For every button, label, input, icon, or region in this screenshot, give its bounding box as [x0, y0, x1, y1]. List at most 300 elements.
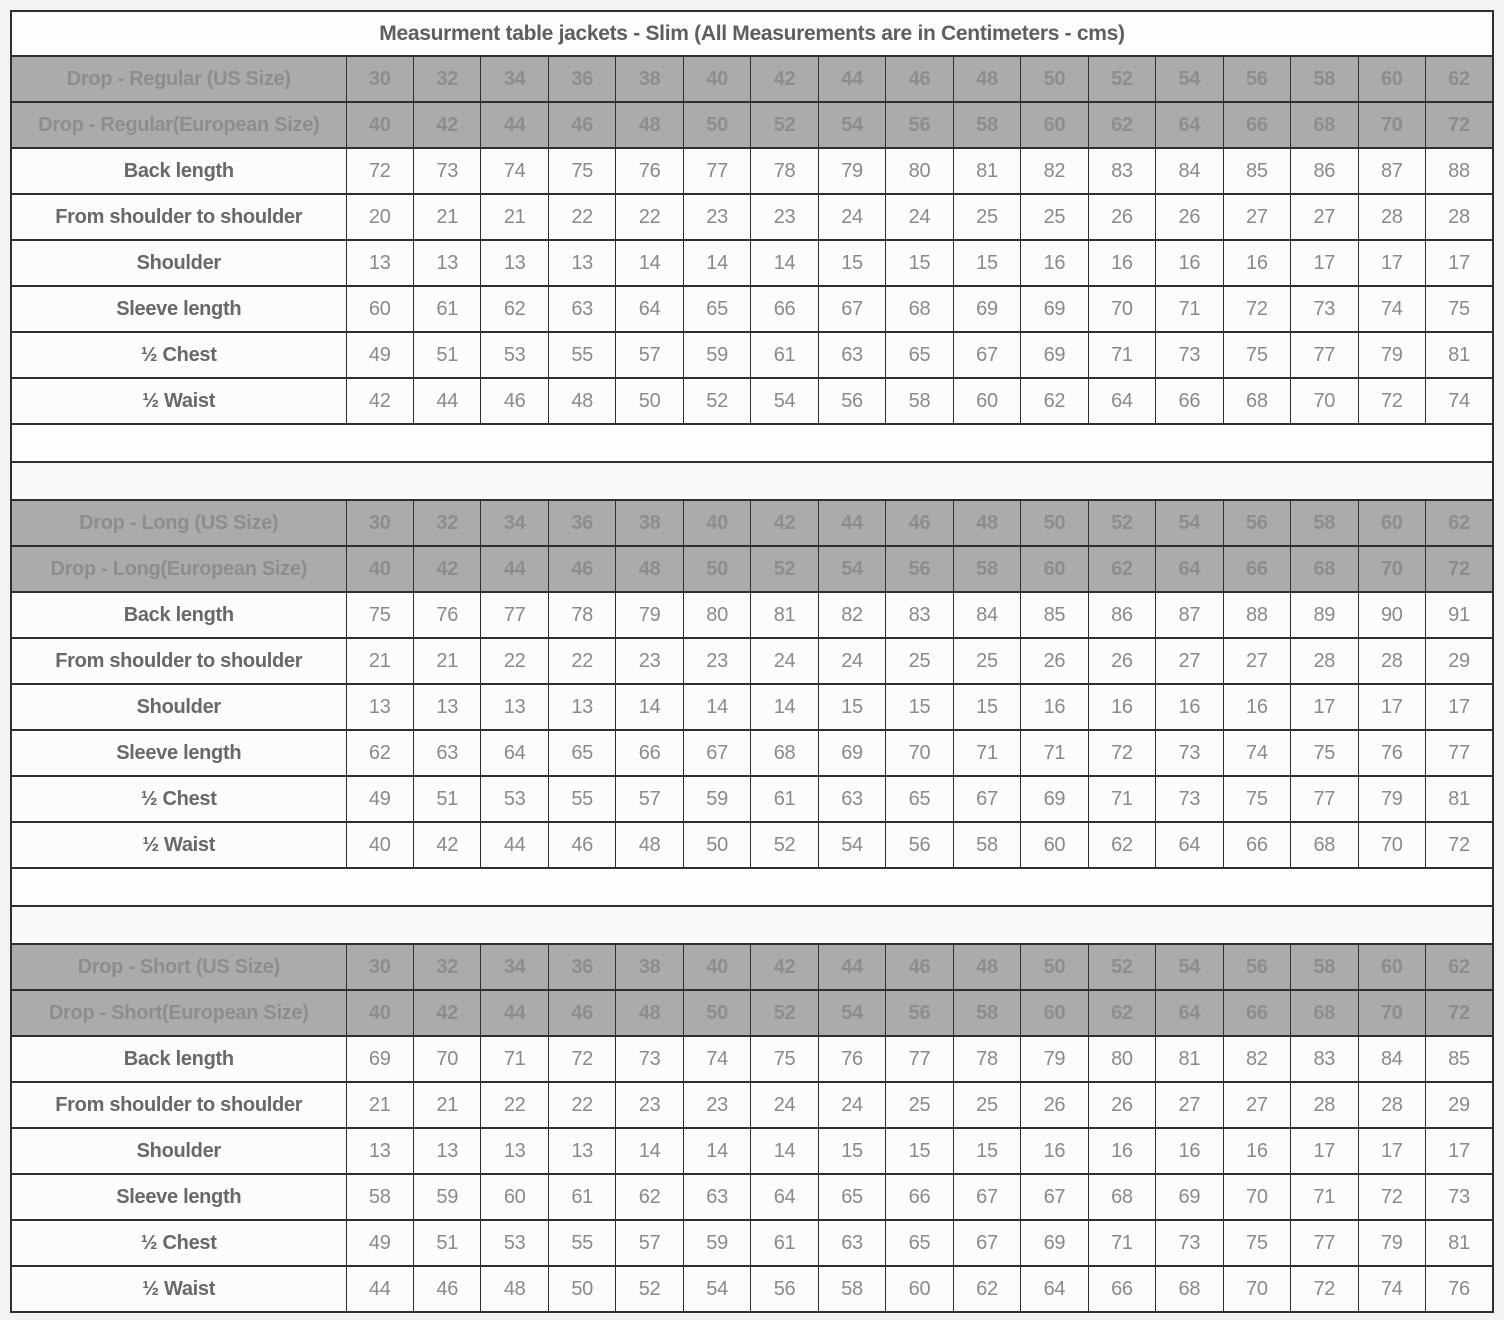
- measurement-value-cell: 61: [548, 1174, 615, 1220]
- measurement-value-cell: 63: [818, 776, 885, 822]
- measurement-value-cell: 73: [1156, 730, 1223, 776]
- size-cell: 52: [1088, 56, 1155, 102]
- measurement-value-cell: 78: [953, 1036, 1020, 1082]
- measurement-value-cell: 74: [1426, 378, 1494, 424]
- measurement-value-cell: 22: [616, 194, 683, 240]
- size-cell: 36: [548, 56, 615, 102]
- measurement-value-cell: 66: [1088, 1266, 1155, 1312]
- measurement-value-cell: 52: [616, 1266, 683, 1312]
- size-cell: 56: [1223, 500, 1290, 546]
- measurement-value-cell: 72: [1358, 1174, 1425, 1220]
- measurement-value-cell: 59: [683, 1220, 750, 1266]
- measurement-value-cell: 83: [886, 592, 953, 638]
- measurement-value-cell: 76: [413, 592, 480, 638]
- size-cell: 66: [1223, 102, 1290, 148]
- measurement-value-cell: 26: [1088, 638, 1155, 684]
- measurement-row: [11, 332, 1493, 378]
- size-cell: 54: [818, 990, 885, 1036]
- measurement-value-cell: 75: [1223, 776, 1290, 822]
- measurement-value-cell: 69: [1021, 1220, 1088, 1266]
- measurement-value-cell: 71: [1021, 730, 1088, 776]
- drop-short-european-size-row: [11, 990, 1493, 1036]
- measurement-value-cell: 28: [1291, 1082, 1358, 1128]
- measurement-value-cell: 75: [548, 148, 615, 194]
- size-cell: 52: [1088, 944, 1155, 990]
- measurement-value-cell: 74: [683, 1036, 750, 1082]
- measurement-value-cell: 82: [1021, 148, 1088, 194]
- size-cell: 66: [1223, 990, 1290, 1036]
- measurement-value-cell: 23: [751, 194, 818, 240]
- measurement-value-cell: 28: [1291, 638, 1358, 684]
- measurement-value-cell: 26: [1088, 1082, 1155, 1128]
- measurement-value-cell: 25: [953, 1082, 1020, 1128]
- measurement-value-cell: 56: [818, 378, 885, 424]
- measurement-value-cell: 50: [683, 822, 750, 868]
- measurement-value-cell: 68: [1291, 822, 1358, 868]
- measurement-row-label: ½ Waist: [11, 822, 346, 868]
- size-cell: 38: [616, 944, 683, 990]
- measurement-value-cell: 67: [953, 1220, 1020, 1266]
- measurement-value-cell: 67: [818, 286, 885, 332]
- measurement-value-cell: 16: [1223, 1128, 1290, 1174]
- measurement-value-cell: 55: [548, 1220, 615, 1266]
- size-cell: 56: [1223, 944, 1290, 990]
- size-cell: 50: [1021, 500, 1088, 546]
- measurement-value-cell: 62: [616, 1174, 683, 1220]
- measurement-value-cell: 14: [683, 240, 750, 286]
- measurement-value-cell: 79: [1021, 1036, 1088, 1082]
- measurement-value-cell: 13: [481, 684, 548, 730]
- measurement-value-cell: 70: [1223, 1266, 1290, 1312]
- size-cell: 62: [1426, 56, 1494, 102]
- measurement-value-cell: 16: [1223, 240, 1290, 286]
- measurement-value-cell: 54: [818, 822, 885, 868]
- size-cell: 58: [953, 546, 1020, 592]
- measurement-value-cell: 69: [346, 1036, 413, 1082]
- measurement-value-cell: 72: [1088, 730, 1155, 776]
- size-cell: 54: [1156, 56, 1223, 102]
- measurement-value-cell: 81: [1426, 776, 1494, 822]
- measurement-value-cell: 66: [1223, 822, 1290, 868]
- size-cell: 34: [481, 56, 548, 102]
- measurement-value-cell: 21: [413, 194, 480, 240]
- size-cell: 64: [1156, 546, 1223, 592]
- measurement-value-cell: 21: [481, 194, 548, 240]
- measurement-value-cell: 86: [1088, 592, 1155, 638]
- size-cell: 30: [346, 944, 413, 990]
- size-cell: 60: [1358, 944, 1425, 990]
- measurement-value-cell: 84: [1358, 1036, 1425, 1082]
- measurement-value-cell: 14: [616, 1128, 683, 1174]
- measurement-value-cell: 16: [1156, 240, 1223, 286]
- measurement-value-cell: 48: [616, 822, 683, 868]
- measurement-value-cell: 60: [481, 1174, 548, 1220]
- measurement-value-cell: 13: [548, 684, 615, 730]
- measurement-value-cell: 76: [1358, 730, 1425, 776]
- measurement-value-cell: 88: [1223, 592, 1290, 638]
- measurement-value-cell: 22: [481, 1082, 548, 1128]
- size-cell: 38: [616, 500, 683, 546]
- measurement-value-cell: 69: [953, 286, 1020, 332]
- measurement-value-cell: 51: [413, 776, 480, 822]
- size-cell: 60: [1021, 546, 1088, 592]
- size-cell: 38: [616, 56, 683, 102]
- size-cell: 56: [886, 102, 953, 148]
- size-cell: 60: [1358, 500, 1425, 546]
- measurement-value-cell: 75: [751, 1036, 818, 1082]
- measurement-value-cell: 81: [1156, 1036, 1223, 1082]
- measurement-value-cell: 70: [886, 730, 953, 776]
- measurement-value-cell: 13: [481, 1128, 548, 1174]
- size-cell: 44: [818, 56, 885, 102]
- size-cell: 58: [1291, 944, 1358, 990]
- measurement-value-cell: 17: [1426, 684, 1494, 730]
- measurement-value-cell: 77: [481, 592, 548, 638]
- size-cell: 46: [548, 990, 615, 1036]
- size-cell: 54: [1156, 500, 1223, 546]
- measurement-row-label: Sleeve length: [11, 286, 346, 332]
- size-cell: 34: [481, 944, 548, 990]
- measurement-value-cell: 60: [886, 1266, 953, 1312]
- measurement-value-cell: 16: [1088, 1128, 1155, 1174]
- measurement-row-label: Sleeve length: [11, 730, 346, 776]
- measurement-value-cell: 68: [1223, 378, 1290, 424]
- measurement-value-cell: 17: [1426, 1128, 1494, 1174]
- size-row-label: Drop - Regular (US Size): [11, 56, 346, 102]
- drop-long-european-size-row: [11, 546, 1493, 592]
- measurement-value-cell: 44: [481, 822, 548, 868]
- measurement-value-cell: 49: [346, 776, 413, 822]
- size-cell: 40: [683, 56, 750, 102]
- measurement-value-cell: 64: [1088, 378, 1155, 424]
- measurement-value-cell: 91: [1426, 592, 1494, 638]
- measurement-row-label: Shoulder: [11, 1128, 346, 1174]
- measurement-row: [11, 684, 1493, 730]
- measurement-value-cell: 15: [818, 1128, 885, 1174]
- measurement-value-cell: 55: [548, 776, 615, 822]
- size-cell: 42: [413, 990, 480, 1036]
- measurement-value-cell: 26: [1156, 194, 1223, 240]
- size-cell: 42: [413, 546, 480, 592]
- size-cell: 32: [413, 56, 480, 102]
- measurement-value-cell: 75: [1426, 286, 1494, 332]
- measurement-value-cell: 71: [1291, 1174, 1358, 1220]
- measurement-row: [11, 638, 1493, 684]
- measurement-value-cell: 24: [886, 194, 953, 240]
- measurement-value-cell: 79: [1358, 776, 1425, 822]
- measurement-row: [11, 378, 1493, 424]
- measurement-value-cell: 61: [413, 286, 480, 332]
- size-cell: 62: [1088, 990, 1155, 1036]
- measurement-value-cell: 46: [548, 822, 615, 868]
- measurement-row: [11, 1174, 1493, 1220]
- measurement-value-cell: 70: [413, 1036, 480, 1082]
- size-cell: 64: [1156, 102, 1223, 148]
- measurement-value-cell: 26: [1088, 194, 1155, 240]
- measurement-value-cell: 66: [1156, 378, 1223, 424]
- size-cell: 30: [346, 500, 413, 546]
- measurement-value-cell: 16: [1021, 1128, 1088, 1174]
- size-cell: 60: [1021, 990, 1088, 1036]
- drop-regular-european-size-row: [11, 102, 1493, 148]
- measurement-value-cell: 21: [346, 1082, 413, 1128]
- size-cell: 44: [481, 546, 548, 592]
- measurement-value-cell: 73: [1156, 1220, 1223, 1266]
- measurement-row-label: ½ Chest: [11, 332, 346, 378]
- measurement-value-cell: 44: [413, 378, 480, 424]
- measurement-value-cell: 71: [481, 1036, 548, 1082]
- measurement-value-cell: 20: [346, 194, 413, 240]
- measurement-value-cell: 60: [346, 286, 413, 332]
- measurement-value-cell: 73: [1291, 286, 1358, 332]
- measurement-row: [11, 1036, 1493, 1082]
- measurement-value-cell: 75: [346, 592, 413, 638]
- size-cell: 70: [1358, 546, 1425, 592]
- measurement-value-cell: 57: [616, 1220, 683, 1266]
- measurement-value-cell: 83: [1291, 1036, 1358, 1082]
- measurement-value-cell: 65: [886, 776, 953, 822]
- size-cell: 40: [346, 990, 413, 1036]
- measurement-value-cell: 55: [548, 332, 615, 378]
- size-cell: 62: [1426, 500, 1494, 546]
- measurement-value-cell: 16: [1223, 684, 1290, 730]
- measurement-value-cell: 24: [751, 638, 818, 684]
- measurement-value-cell: 71: [1156, 286, 1223, 332]
- measurement-value-cell: 68: [1156, 1266, 1223, 1312]
- size-cell: 72: [1426, 102, 1494, 148]
- measurement-value-cell: 40: [346, 822, 413, 868]
- drop-long-us-size-row: [11, 500, 1493, 546]
- measurement-value-cell: 13: [346, 1128, 413, 1174]
- size-cell: 42: [413, 102, 480, 148]
- measurement-value-cell: 58: [953, 822, 1020, 868]
- measurement-value-cell: 61: [751, 776, 818, 822]
- measurement-value-cell: 89: [1291, 592, 1358, 638]
- measurement-row: [11, 1266, 1493, 1312]
- measurement-row-label: From shoulder to shoulder: [11, 638, 346, 684]
- size-cell: 56: [886, 990, 953, 1036]
- measurement-value-cell: 66: [886, 1174, 953, 1220]
- measurement-value-cell: 17: [1358, 684, 1425, 730]
- measurement-value-cell: 71: [953, 730, 1020, 776]
- measurement-value-cell: 67: [953, 332, 1020, 378]
- measurement-value-cell: 23: [683, 194, 750, 240]
- measurement-value-cell: 28: [1426, 194, 1494, 240]
- measurement-value-cell: 15: [953, 1128, 1020, 1174]
- measurement-value-cell: 70: [1088, 286, 1155, 332]
- size-cell: 46: [548, 102, 615, 148]
- measurement-value-cell: 79: [1358, 1220, 1425, 1266]
- measurement-value-cell: 15: [953, 240, 1020, 286]
- section-spacer: [11, 868, 1493, 906]
- measurement-row: [11, 730, 1493, 776]
- measurement-value-cell: 22: [481, 638, 548, 684]
- measurement-value-cell: 65: [683, 286, 750, 332]
- size-cell: 48: [616, 102, 683, 148]
- measurement-value-cell: 76: [616, 148, 683, 194]
- measurement-value-cell: 15: [886, 684, 953, 730]
- measurement-value-cell: 22: [548, 194, 615, 240]
- measurement-value-cell: 72: [346, 148, 413, 194]
- size-cell: 54: [1156, 944, 1223, 990]
- size-cell: 48: [953, 500, 1020, 546]
- measurement-value-cell: 49: [346, 1220, 413, 1266]
- measurement-value-cell: 71: [1088, 776, 1155, 822]
- measurement-value-cell: 71: [1088, 332, 1155, 378]
- measurement-value-cell: 42: [413, 822, 480, 868]
- measurement-row-label: Shoulder: [11, 684, 346, 730]
- size-cell: 62: [1426, 944, 1494, 990]
- size-cell: 36: [548, 500, 615, 546]
- measurement-value-cell: 16: [1021, 684, 1088, 730]
- measurement-value-cell: 79: [1358, 332, 1425, 378]
- measurement-value-cell: 60: [953, 378, 1020, 424]
- measurement-value-cell: 16: [1156, 684, 1223, 730]
- measurement-value-cell: 69: [1156, 1174, 1223, 1220]
- measurement-value-cell: 62: [1088, 822, 1155, 868]
- measurement-row-label: ½ Waist: [11, 1266, 346, 1312]
- measurement-value-cell: 62: [481, 286, 548, 332]
- measurement-value-cell: 82: [1223, 1036, 1290, 1082]
- measurement-value-cell: 13: [413, 684, 480, 730]
- measurement-value-cell: 24: [751, 1082, 818, 1128]
- measurement-value-cell: 72: [1291, 1266, 1358, 1312]
- measurement-value-cell: 85: [1426, 1036, 1494, 1082]
- measurement-row-label: Back length: [11, 1036, 346, 1082]
- size-cell: 56: [1223, 56, 1290, 102]
- measurement-value-cell: 16: [1156, 1128, 1223, 1174]
- measurement-row: [11, 1128, 1493, 1174]
- measurement-value-cell: 62: [953, 1266, 1020, 1312]
- measurement-value-cell: 28: [1358, 1082, 1425, 1128]
- measurement-value-cell: 69: [818, 730, 885, 776]
- measurement-value-cell: 16: [1088, 240, 1155, 286]
- measurement-value-cell: 64: [1021, 1266, 1088, 1312]
- measurement-row: [11, 1082, 1493, 1128]
- measurement-value-cell: 44: [346, 1266, 413, 1312]
- measurement-value-cell: 70: [1223, 1174, 1290, 1220]
- size-cell: 58: [953, 990, 1020, 1036]
- measurement-value-cell: 29: [1426, 1082, 1494, 1128]
- measurement-value-cell: 26: [1021, 638, 1088, 684]
- size-cell: 40: [346, 102, 413, 148]
- measurement-row-label: Back length: [11, 592, 346, 638]
- measurement-value-cell: 13: [346, 684, 413, 730]
- measurement-value-cell: 72: [1358, 378, 1425, 424]
- size-cell: 54: [818, 546, 885, 592]
- size-cell: 44: [818, 500, 885, 546]
- measurement-value-cell: 77: [1291, 332, 1358, 378]
- size-cell: 44: [481, 102, 548, 148]
- measurement-value-cell: 17: [1358, 1128, 1425, 1174]
- size-cell: 48: [616, 546, 683, 592]
- size-cell: 32: [413, 500, 480, 546]
- measurement-value-cell: 63: [548, 286, 615, 332]
- measurement-value-cell: 51: [413, 1220, 480, 1266]
- size-cell: 50: [683, 990, 750, 1036]
- measurement-value-cell: 84: [953, 592, 1020, 638]
- measurement-value-cell: 80: [1088, 1036, 1155, 1082]
- measurement-value-cell: 57: [616, 776, 683, 822]
- measurement-row-label: ½ Chest: [11, 1220, 346, 1266]
- measurement-value-cell: 15: [886, 1128, 953, 1174]
- measurement-value-cell: 14: [751, 240, 818, 286]
- measurement-value-cell: 46: [481, 378, 548, 424]
- measurement-value-cell: 81: [1426, 1220, 1494, 1266]
- measurement-value-cell: 23: [683, 638, 750, 684]
- size-cell: 52: [751, 102, 818, 148]
- size-row-label: Drop - Short (US Size): [11, 944, 346, 990]
- measurement-value-cell: 70: [1291, 378, 1358, 424]
- measurement-row: [11, 194, 1493, 240]
- measurement-value-cell: 26: [1021, 1082, 1088, 1128]
- measurement-value-cell: 21: [346, 638, 413, 684]
- measurement-value-cell: 56: [751, 1266, 818, 1312]
- spacer-cell: [11, 462, 1493, 500]
- size-cell: 68: [1291, 102, 1358, 148]
- measurement-value-cell: 22: [548, 1082, 615, 1128]
- measurement-value-cell: 25: [886, 638, 953, 684]
- measurement-value-cell: 53: [481, 776, 548, 822]
- size-cell: 46: [886, 944, 953, 990]
- size-cell: 58: [1291, 500, 1358, 546]
- spacer-cell: [11, 906, 1493, 944]
- size-cell: 40: [683, 500, 750, 546]
- size-cell: 46: [886, 500, 953, 546]
- measurement-value-cell: 70: [1358, 822, 1425, 868]
- size-cell: 50: [1021, 56, 1088, 102]
- measurement-row: [11, 148, 1493, 194]
- measurement-value-cell: 76: [818, 1036, 885, 1082]
- measurement-value-cell: 54: [683, 1266, 750, 1312]
- measurement-value-cell: 65: [886, 332, 953, 378]
- measurement-value-cell: 63: [818, 332, 885, 378]
- measurement-value-cell: 81: [1426, 332, 1494, 378]
- size-cell: 64: [1156, 990, 1223, 1036]
- measurement-value-cell: 52: [683, 378, 750, 424]
- measurement-value-cell: 42: [346, 378, 413, 424]
- measurement-row: [11, 592, 1493, 638]
- measurement-value-cell: 73: [413, 148, 480, 194]
- jacket-measurement-table: [10, 10, 1494, 1313]
- measurement-value-cell: 77: [1426, 730, 1494, 776]
- measurement-value-cell: 65: [818, 1174, 885, 1220]
- measurement-value-cell: 14: [616, 240, 683, 286]
- size-cell: 56: [886, 546, 953, 592]
- measurement-value-cell: 90: [1358, 592, 1425, 638]
- measurement-value-cell: 75: [1291, 730, 1358, 776]
- measurement-value-cell: 61: [751, 332, 818, 378]
- measurement-value-cell: 77: [886, 1036, 953, 1082]
- measurement-value-cell: 59: [413, 1174, 480, 1220]
- measurement-value-cell: 86: [1291, 148, 1358, 194]
- size-cell: 62: [1088, 546, 1155, 592]
- measurement-row: [11, 286, 1493, 332]
- size-cell: 52: [751, 546, 818, 592]
- measurement-value-cell: 77: [1291, 776, 1358, 822]
- size-cell: 52: [1088, 500, 1155, 546]
- measurement-value-cell: 78: [548, 592, 615, 638]
- measurement-value-cell: 25: [953, 194, 1020, 240]
- measurement-value-cell: 85: [1021, 592, 1088, 638]
- measurement-value-cell: 27: [1223, 194, 1290, 240]
- measurement-value-cell: 72: [548, 1036, 615, 1082]
- measurement-value-cell: 13: [413, 240, 480, 286]
- measurement-value-cell: 16: [1088, 684, 1155, 730]
- measurement-value-cell: 51: [413, 332, 480, 378]
- spacer-cell: [11, 424, 1493, 462]
- measurement-value-cell: 74: [1358, 1266, 1425, 1312]
